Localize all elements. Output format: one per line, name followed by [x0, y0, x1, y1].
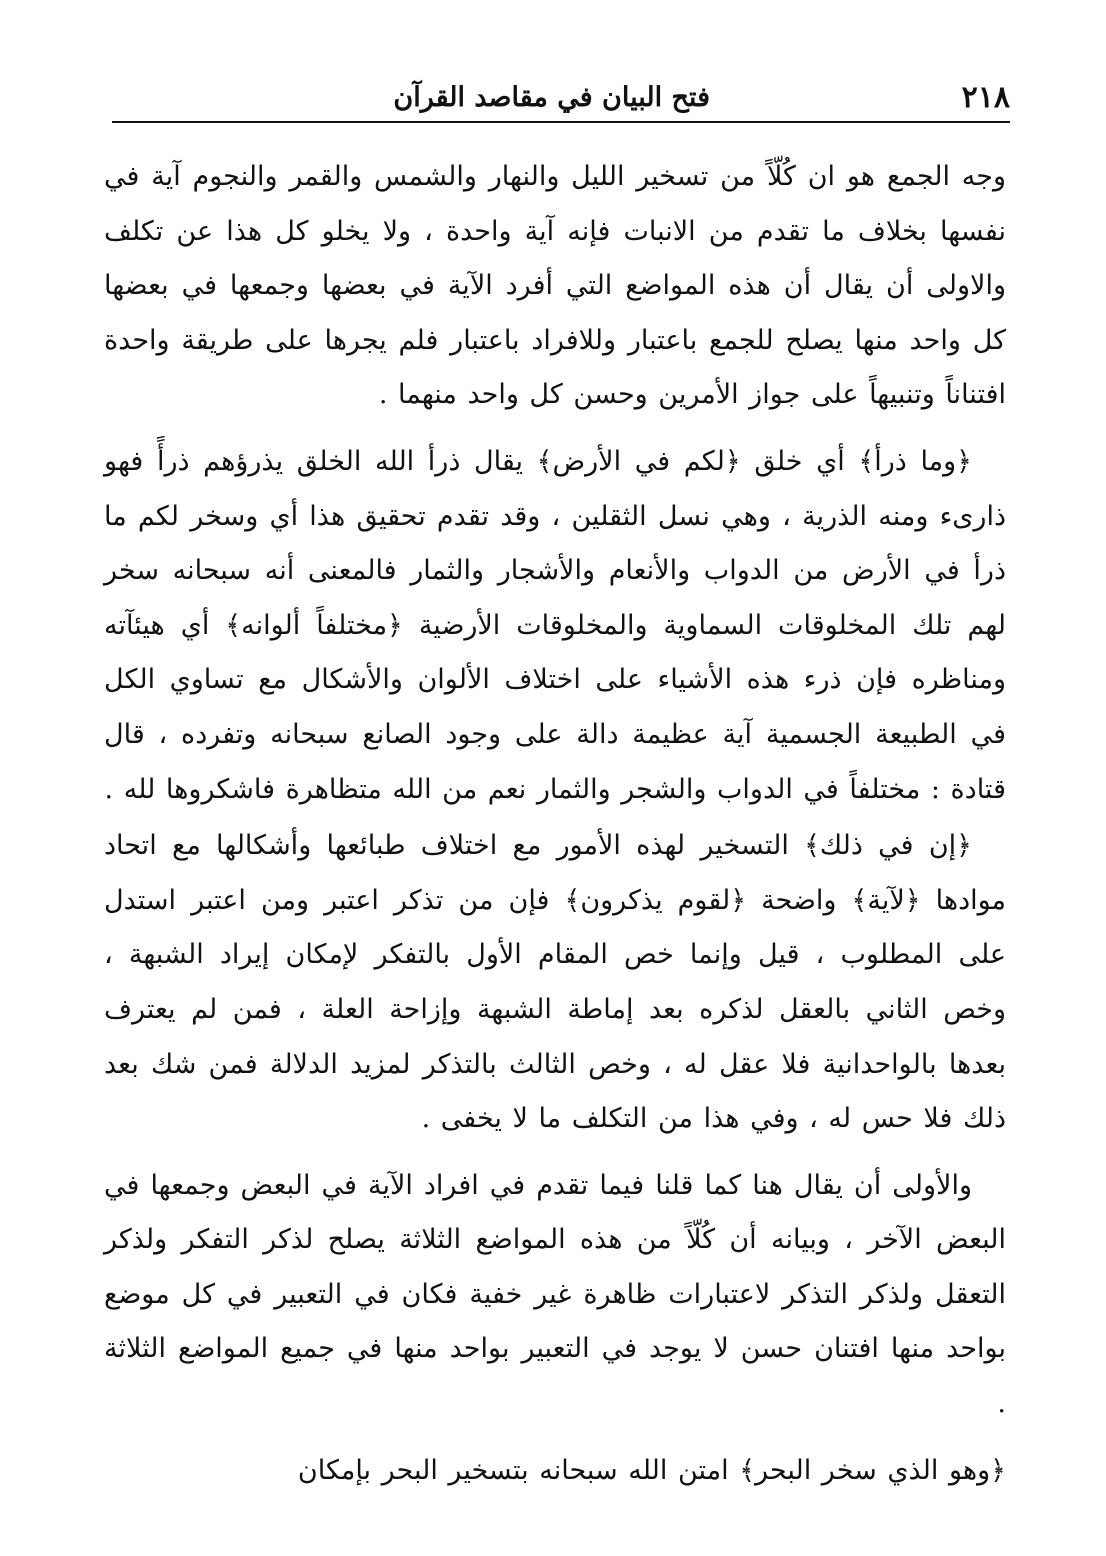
- paragraph-4: والأولى أن يقال هنا كما قلنا فيما تقدم في افراد الآية في البعض وجمعها في البعض الآخر ، وبيانه أن كُلّاً من هذه المواضع الثلاثة يصلح لذكر التفكر ولذكر التعقل ولذكر التذكر لاعتبارات ظاهرة غير خفية فكان في التعبير في كل موضع بواحد منها افتنان حسن لا يوجد في التعبير بواحد منها في جميع المواضع الثلاثة .: [104, 1169, 1006, 1420]
- running-title: فتح البيان في مقاصد القرآن: [393, 82, 710, 113]
- header-divider: [112, 121, 1010, 123]
- paragraph-2: ﴿وما ذرأ﴾ أي خلق ﴿لكم في الأرض﴾ يقال ذرأ الله الخلق يذرؤهم ذرأً فهو ذارىء ومنه الذرية ، وهي نسل الثقلين ، وقد تقدم تحقيق هذا أي وسخر لكم ما ذرأ في الأرض من الدواب والأنعام والأشجار والثمار فالمعنى أنه سبحانه سخر لهم تلك المخلوقات السماوية والمخلوقات الأرضية ﴿مختلفاً ألوانه﴾ أي هيئآته ومناظره فإن ذرء هذه الأشياء على اختلاف الألوان والأشكال مع تساوي الكل في الطبيعة الجسمية آية عظيمة دالة على وجود الصانع سبحانه وتفرده ، قال قتادة : مختلفاً في الدواب والشجر والثمار نعم من الله متظاهرة فاشكروها لله .: [104, 445, 1006, 805]
- paragraph-1: وجه الجمع هو ان كُلّاً من تسخير الليل والنهار والشمس والقمر والنجوم آية في نفسها بخلاف ما تقدم من الانبات فإنه آية واحدة ، ولا يخلو كل هذا عن تكلف والاولى أن يقال أن هذه المواضع التي أفرد الآية في بعضها وجمعها في بعضها كل واحد منها يصلح للجمع باعتبار وللافراد باعتبار فلم يجرها على طريقة واحدة افتناناً وتنبيهاً على جواز الأمرين وحسن كل واحد منهما .: [104, 161, 1006, 411]
- page-header: [112, 78, 1010, 118]
- paragraph-5: ﴿وهو الذي سخر البحر﴾ امتن الله سبحانه بتسخير البحر بإمكان: [297, 1454, 1006, 1486]
- page-body: [104, 150, 1006, 1498]
- paragraph-3: ﴿إن في ذلك﴾ التسخير لهذه الأمور مع اختلاف طبائعها وأشكالها مع اتحاد موادها ﴿لآية﴾ واضحة ﴿لقوم يذكرون﴾ فإن من تذكر اعتبر ومن اعتبر استدل على المطلوب ، قيل وإنما خص المقام الأول بالتفكر لإمكان إيراد الشبهة ، وخص الثاني بالعقل لذكره بعد إماطة الشبهة وإزاحة العلة ، فمن لم يعترف بعدها بالواحدانية فلا عقل له ، وخص الثالث بالتذكر لمزيد الدلالة فمن شك بعد ذلك فلا حس له ، وفي هذا من التكلف ما لا يخفى .: [104, 830, 1006, 1135]
- page-number: ٢١٨: [961, 80, 1010, 115]
